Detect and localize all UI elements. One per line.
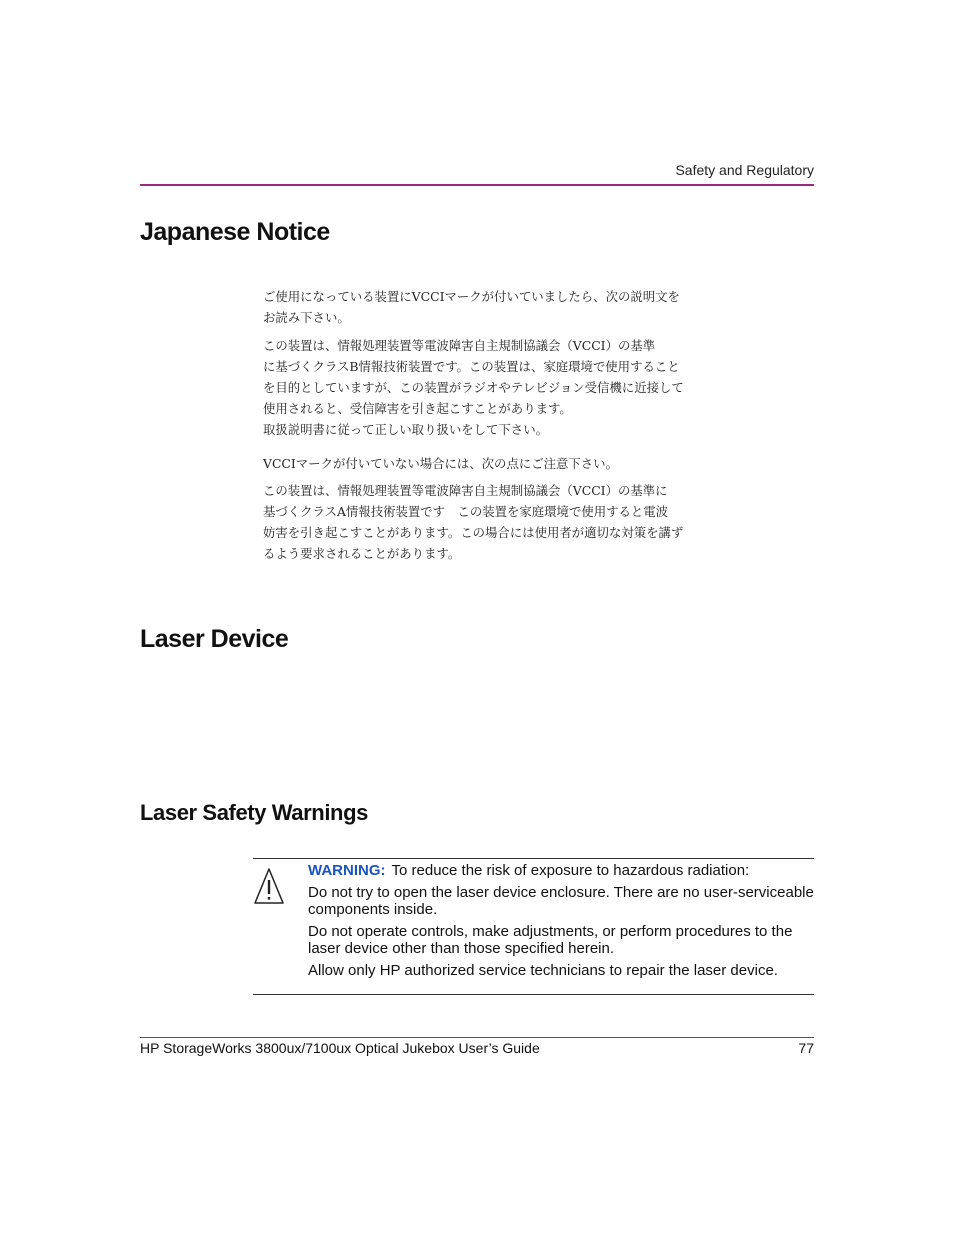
warning-intro-line bbox=[308, 862, 814, 879]
warning-triangle-icon bbox=[254, 867, 284, 905]
japanese-line: この装置は、情報処理装置等電波障害自主規制協議会（VCCI）の基準 bbox=[263, 338, 656, 353]
laser-device-heading: Laser Device bbox=[140, 625, 289, 653]
japanese-line: この装置は、情報処理装置等電波障害自主規制協議会（VCCI）の基準に bbox=[263, 483, 668, 498]
footer-rule bbox=[140, 1037, 814, 1038]
warning-bottom-rule bbox=[253, 994, 814, 995]
warning-box bbox=[308, 862, 814, 984]
japanese-paragraph-4 bbox=[263, 480, 743, 564]
japanese-line: を目的としていますが、この装置がラジオやテレビジョン受信機に近接して bbox=[263, 380, 684, 395]
warning-item: Do not try to open the laser device enclosure. There are no user-serviceable components inside. bbox=[308, 884, 814, 918]
warning-intro: To reduce the risk of exposure to hazardous radiation: bbox=[391, 862, 750, 879]
japanese-line: 基づくクラスA情報技術装置です この装置を家庭環境で使用すると電波 bbox=[263, 504, 669, 519]
page-number: 77 bbox=[798, 1040, 814, 1056]
japanese-line: るよう要求されることがあります。 bbox=[263, 546, 461, 561]
japanese-line: に基づくクラスB情報技術装置です。この装置は、家庭環境で使用すること bbox=[263, 359, 680, 374]
warning-label: WARNING: bbox=[308, 862, 386, 879]
warning-top-rule bbox=[253, 858, 814, 859]
footer-title: HP StorageWorks 3800ux/7100ux Optical Jukebox User’s Guide bbox=[140, 1040, 540, 1056]
header-rule bbox=[140, 184, 814, 186]
laser-safety-heading: Laser Safety Warnings bbox=[140, 800, 368, 825]
japanese-line: 妨害を引き起こすことがあります。この場合には使用者が適切な対策を講ず bbox=[263, 525, 684, 540]
japanese-line: 使用されると、受信障害を引き起こすことがあります。 bbox=[263, 401, 572, 416]
japanese-notice-heading: Japanese Notice bbox=[140, 218, 330, 246]
japanese-line: VCCIマークが付いていない場合には、次の点にご注意下さい。 bbox=[263, 456, 618, 471]
warning-item: Allow only HP authorized service technicians to repair the laser device. bbox=[308, 962, 778, 979]
japanese-paragraph-1 bbox=[263, 286, 743, 328]
japanese-line: お読み下さい。 bbox=[263, 310, 350, 325]
japanese-paragraph-2 bbox=[263, 335, 743, 440]
japanese-line: ご使用になっている装置にVCCIマークが付いていましたら、次の説明文を bbox=[263, 289, 680, 304]
japanese-paragraph-3 bbox=[263, 453, 743, 474]
running-head: Safety and Regulatory bbox=[675, 162, 814, 178]
warning-item: Do not operate controls, make adjustments, or perform procedures to the laser device other than those specified herein. bbox=[308, 923, 793, 957]
japanese-line: 取扱説明書に従って正しい取り扱いをして下さい。 bbox=[263, 422, 548, 437]
